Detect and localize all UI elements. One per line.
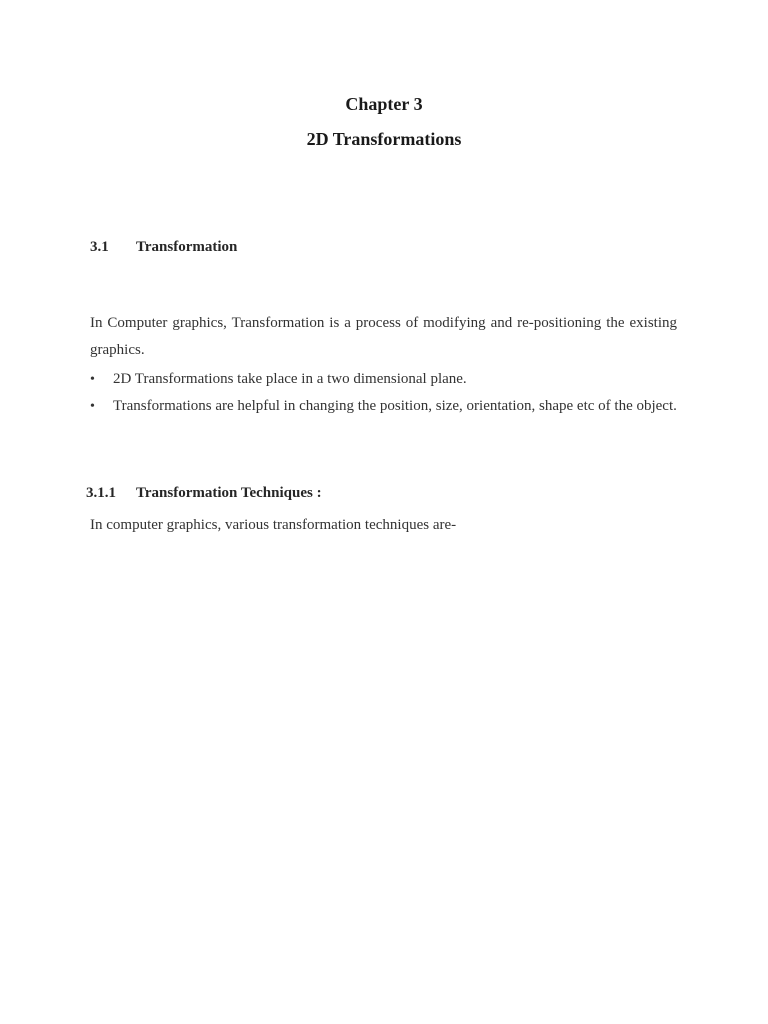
section-intro-paragraph: In Computer graphics, Transformation is a process of modifying and re-positioning the existing graphics. (90, 315, 677, 358)
bullet-icon: • (90, 372, 95, 387)
subsection-intro-paragraph: In computer graphics, various transformation techniques are- (90, 517, 457, 533)
subsection-number: 3.1.1 (86, 485, 116, 501)
list-item (90, 366, 677, 393)
list-item (90, 393, 677, 420)
bullet-text: Transformations are helpful in changing the position, size, orientation, shape etc of the object. (113, 398, 677, 414)
bullet-icon: • (90, 399, 95, 414)
section-number: 3.1 (90, 239, 109, 255)
bullet-list (90, 366, 677, 420)
chapter-label: Chapter 3 (345, 94, 423, 114)
bullet-text: 2D Transformations take place in a two dimensional plane. (113, 371, 467, 387)
section-title: Transformation (136, 239, 238, 255)
chapter-title: 2D Transformations (306, 129, 462, 149)
subsection-title: Transformation Techniques : (136, 485, 322, 501)
